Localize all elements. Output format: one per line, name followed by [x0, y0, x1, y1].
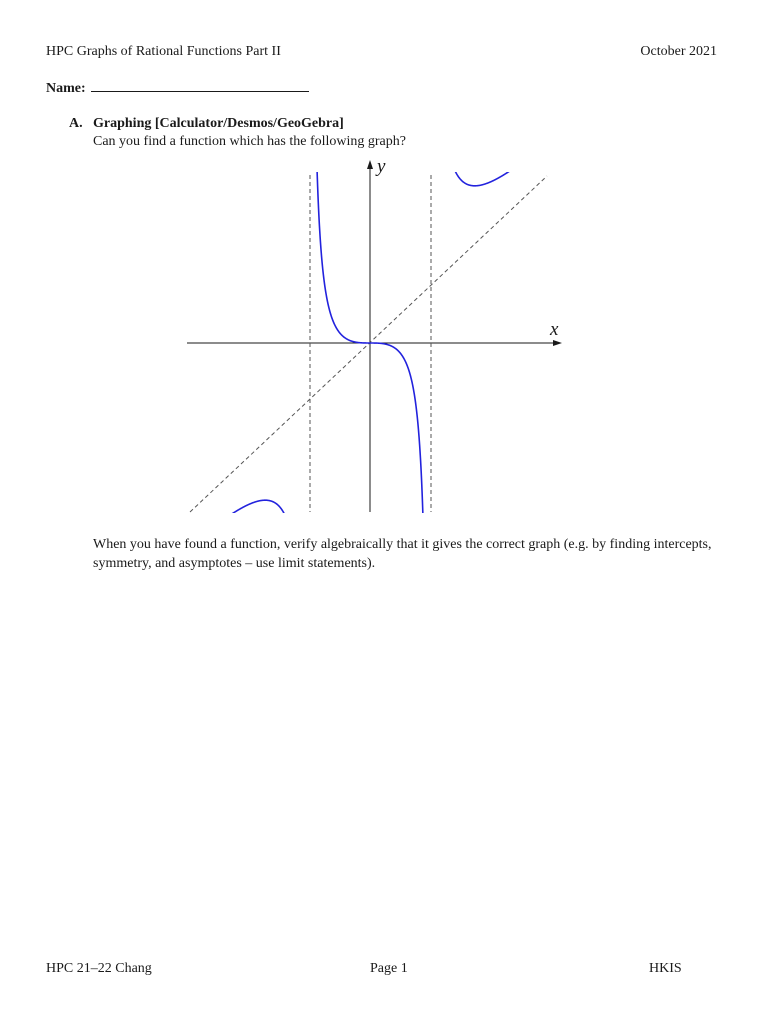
question-text: Can you find a function which has the following graph? [93, 134, 406, 149]
section-number: A. [69, 116, 83, 131]
curve-branch-right [431, 101, 552, 186]
y-axis-arrow [367, 160, 373, 169]
name-label: Name: [46, 81, 86, 96]
slant-asymptote [190, 176, 547, 512]
instruction-text: When you have found a function, verify algebraically that it gives the correct graph (e.g. by finding intercepts, symmetry, and asymptotes – use limit statements). [93, 537, 712, 571]
footer-left: HPC 21–22 Chang [46, 961, 152, 976]
x-axis-arrow [553, 340, 562, 346]
x-axis-label: x [550, 319, 559, 340]
footer-right: HKIS [649, 961, 682, 976]
header-title: HPC Graphs of Rational Functions Part II [46, 44, 281, 59]
footer-page: Page 1 [370, 961, 408, 976]
section-title: Graphing [Calculator/Desmos/GeoGebra] [93, 116, 344, 131]
y-axis-label: y [377, 156, 386, 177]
header-date: October 2021 [640, 44, 717, 59]
